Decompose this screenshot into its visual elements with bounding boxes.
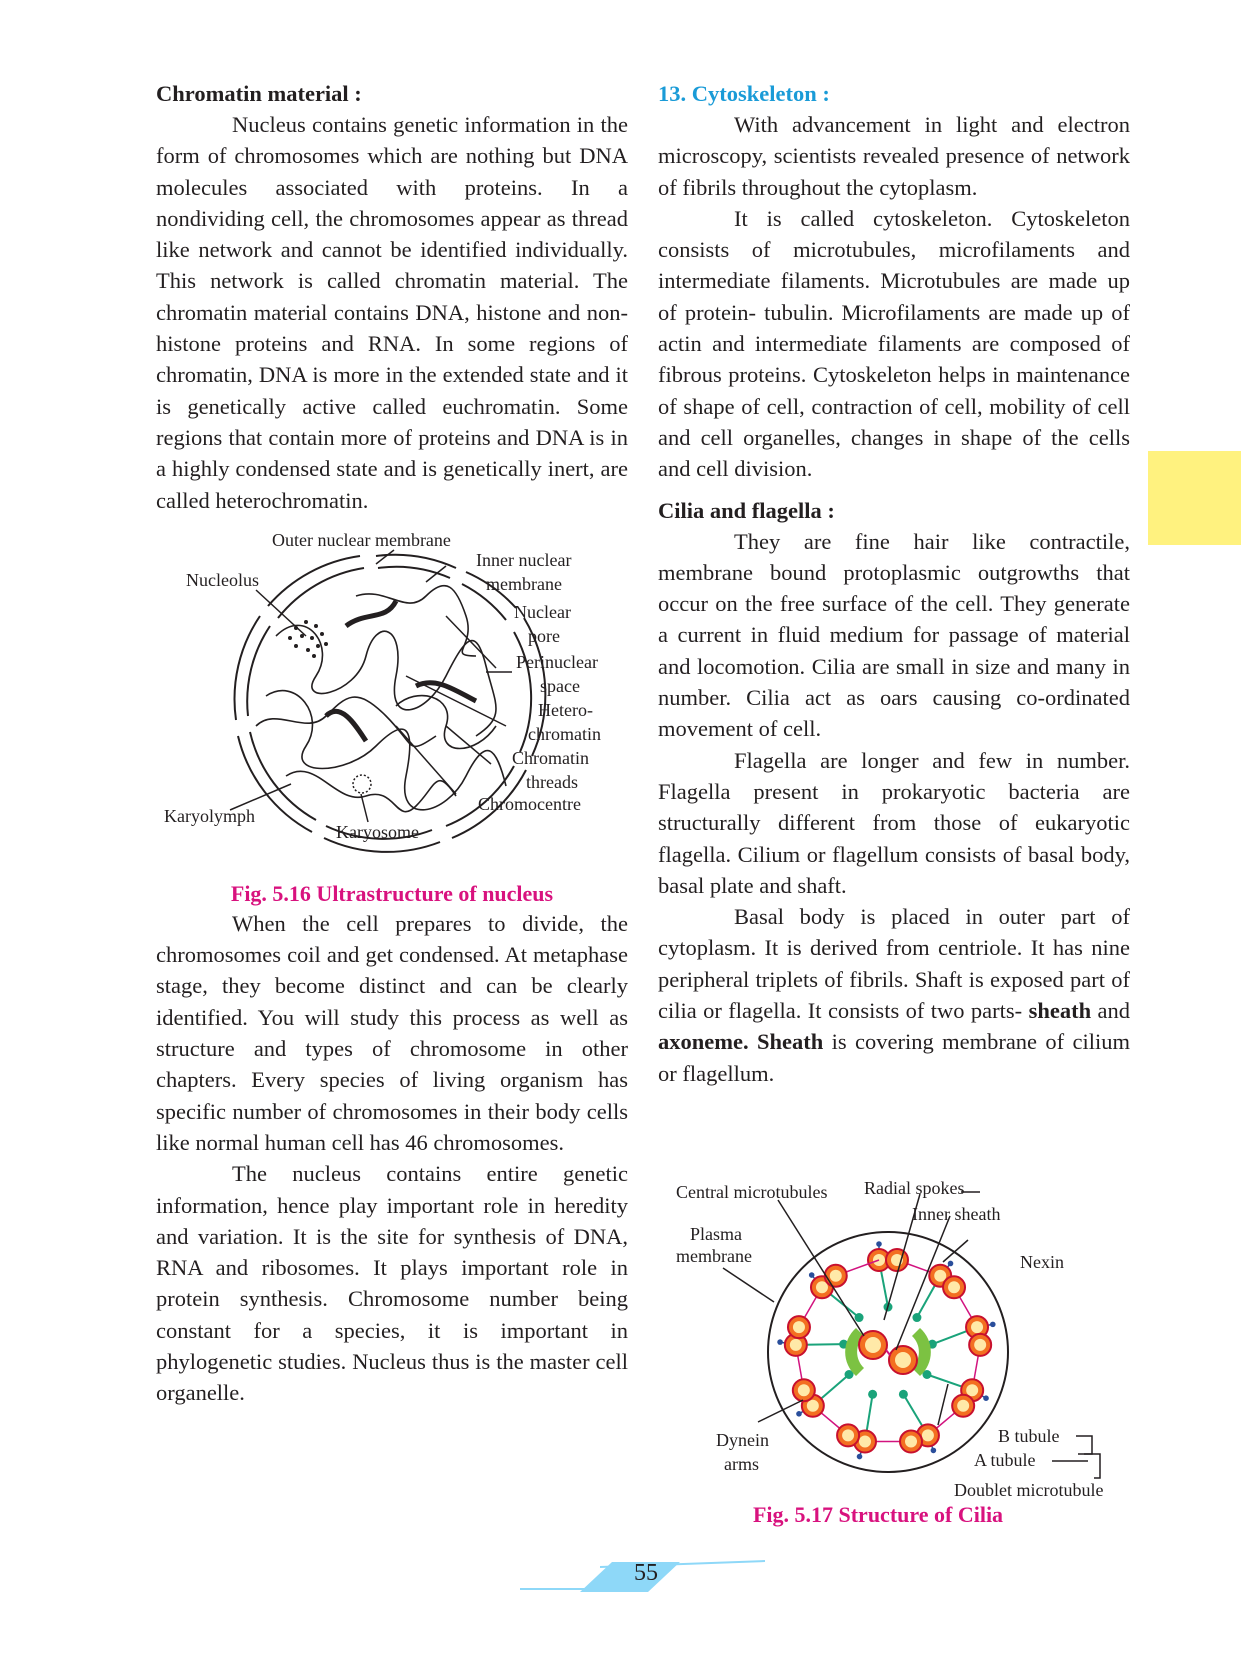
label-inner-sheath: Inner sheath [912, 1204, 1001, 1224]
cilia-diagram [658, 1150, 1138, 1510]
label-pore-1: Nuclear [514, 601, 571, 622]
term-sheath: sheath [1028, 998, 1092, 1024]
label-doublet-microtubule: Doublet microtubule [954, 1480, 1104, 1500]
cilia-figure [658, 1150, 1138, 1540]
label-perinuclear-1: Perinuclear [516, 651, 598, 672]
label-plasma-2: membrane [676, 1246, 752, 1266]
left-column [156, 78, 628, 1409]
term-axoneme: axoneme. [658, 1029, 749, 1055]
label-central-microtubules: Central microtubules [676, 1182, 828, 1202]
label-a-tubule: A tubule [974, 1450, 1036, 1470]
cilia-paragraph-3 [658, 901, 1130, 1089]
cilia-p3-text-g: is covering membrane of cilium or flagellum. [658, 1029, 1131, 1086]
label-dynein-2: arms [724, 1454, 759, 1474]
cytoskeleton-heading: 13. Cytoskeleton : [658, 81, 830, 106]
cilia-heading: Cilia and flagella : [658, 497, 835, 523]
cytoskeleton-paragraph-1: With advancement in light and electron microscopy, scientists revealed presence of network of fibrils throughout the cytoplasm. [658, 112, 1130, 200]
nucleus-diagram [156, 526, 628, 856]
label-chromocentre: Chromocentre [478, 793, 581, 814]
divide-paragraph: When the cell prepares to divide, the chromosomes coil and get condensed. At metaphase stage, they become distinct and can be clearly identified. You will study this process as well as structure and types of chromosome in other chapters. Every species of living organism has specific number of chromosomes in their body cells like normal human cell has 46 chromosomes. [156, 910, 628, 1155]
right-column [658, 78, 1130, 1089]
label-plasma-1: Plasma [690, 1224, 742, 1244]
cilia-p3-text-a: Basal body is placed in outer part of cytoplasm. It is derived from centriole. It has nine peripheral triplets of fibrils. Shaft is exposed part of cilia or flagella. It consists of two parts- [658, 904, 1130, 1024]
label-karyosome: Karyosome [336, 821, 419, 842]
cilia-p3-text-c: and [1091, 998, 1130, 1024]
label-nucleolus: Nucleolus [186, 569, 259, 590]
nucleus-role-paragraph: The nucleus contains entire genetic information, hence play important role in heredity and variation. It is the site for synthesis of DNA, RNA and ribosomes. It plays important role in protein synthesis. Chromosome number being constant for a species, it is important in phylogenetic studies. Nucleus thus is the master cell organelle. [156, 1161, 628, 1406]
nucleus-figure-caption: Fig. 5.16 Ultrastructure of nucleus [230, 880, 554, 906]
label-inner-membrane-2: membrane [486, 573, 562, 594]
label-dynein-1: Dynein [716, 1430, 769, 1450]
cilia-paragraph-2: Flagella are longer and few in number. Flagella present in prokaryotic bacteria are structurally different from those of eukaryotic flagella. Cilium or flagellum consists of basal body, basal plate and shaft. [658, 747, 1130, 898]
label-hetero-1: Hetero- [538, 699, 593, 720]
page-number: 55 [634, 1560, 658, 1586]
label-perinuclear-2: space [540, 675, 580, 696]
label-b-tubule: B tubule [998, 1426, 1060, 1446]
label-threads-2: threads [526, 771, 578, 792]
cilia-figure-caption: Fig. 5.17 Structure of Cilia [752, 1502, 1004, 1527]
chromatin-heading: Chromatin material : [156, 81, 362, 106]
label-karyolymph: Karyolymph [164, 805, 255, 826]
label-pore-2: pore [528, 625, 560, 646]
label-nexin: Nexin [1020, 1252, 1064, 1272]
label-hetero-2: chromatin [528, 723, 601, 744]
label-inner-membrane-1: Inner nuclear [476, 549, 572, 570]
label-threads-1: Chromatin [512, 747, 589, 768]
chapter-tab-marker [1148, 451, 1241, 545]
cytoskeleton-paragraph-2: It is called cytoskeleton. Cytoskeleton consists of microtubules, microfilaments and intermediate filaments. Microtubules are made up of protein- tubulin. Microfilaments are made up of actin and intermediate filaments are composed of fibrous proteins. Cytoskeleton helps in maintenance of shape of cell, contraction of cell, mobility of cell and cell organelles, changes in shape of the cells and cell division. [658, 205, 1130, 482]
chromatin-paragraph: Nucleus contains genetic information in the form of chromosomes which are nothing but DNA molecules associated with proteins. In a nondividing cell, the chromosomes appear as thread like network and cannot be identified individually. This network is called chromatin material. The chromatin material contains DNA, histone and non-histone proteins and RNA. In some regions of chromatin, DNA is more in the extended state and it is genetically active called euchromatin. Some regions that contain more of proteins and DNA is in a highly condensed state and is genetically inert, are called heterochromatin. [156, 112, 628, 513]
cilia-p3-text-e [749, 1029, 757, 1054]
label-radial-spokes: Radial spokes [864, 1178, 965, 1198]
label-outer-membrane: Outer nuclear membrane [272, 529, 451, 550]
nucleus-figure [156, 516, 628, 908]
term-sheath-2: Sheath [756, 1029, 824, 1055]
cilia-paragraph-1: They are fine hair like contractile, membrane bound protoplasmic outgrowths that occur on the free surface of the cell. They generate a current in fluid medium for passage of material and locomotion. Cilia are small in size and many in number. Cilia act as oars causing co-ordinated movement of cell. [658, 528, 1130, 742]
